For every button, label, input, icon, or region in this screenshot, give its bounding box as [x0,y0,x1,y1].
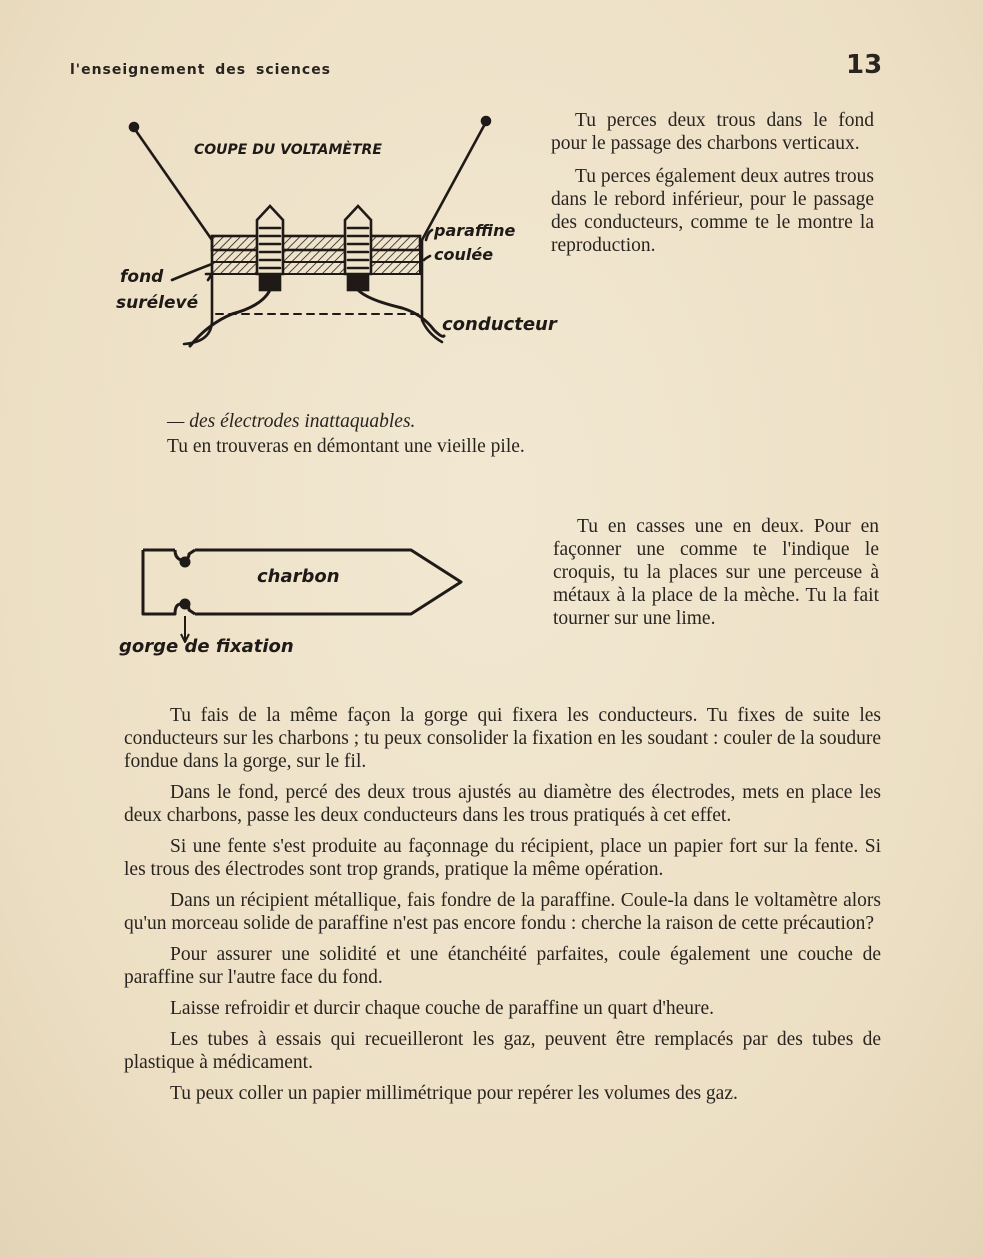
side-text-paragraph: Tu perces également deux autres trous dans le rebord inférieur, pour le passage des conducteurs, comme te le montre la reproduction. [551,166,874,256]
coulee-label: coulée [434,245,494,264]
conducteur-label: conducteur [442,314,557,335]
body-text [124,704,881,1113]
charbon-label: charbon [257,566,340,587]
voltametre-cross-section-figure [112,110,562,360]
body-paragraph: Si une fente s'est produite au façonnage du récipient, place un papier fort sur la fente. Si les trous des électrodes sont trop grands, pratique la même opération. [124,836,881,880]
side-text-paragraph: Tu en casses une en deux. Pour en façonner une comme te l'indique le croquis, tu la places sur une perceuse à métaux à la place de la mèche. Tu la fait tourner sur une lime. [553,516,879,629]
sureleve-label: surélevé [116,293,199,313]
electrodes-line: — des électrodes inattaquables. [167,411,416,432]
charbon-drawing [143,550,461,642]
body-paragraph: Les tubes à essais qui recueilleront les gaz, peuvent être remplacés par des tubes de plastique à médicament. [124,1029,881,1073]
side-text-trous [551,109,874,267]
page-number: 13 [846,50,883,80]
body-paragraph: Dans le fond, percé des deux trous ajustés au diamètre des électrodes, mets en place les deux charbons, passe les deux conducteurs dans les trous pratiqués à cet effet. [124,782,881,826]
gorge-label: gorge de fixation [119,636,294,657]
figure-title-label: COUPE DU VOLTAMÈTRE [194,142,382,158]
running-head: l'enseignement des sciences [70,62,332,78]
body-paragraph: Dans un récipient métallique, fais fondre de la paraffine. Coule-la dans le voltamètre alors qu'un morceau solide de paraffine n'est pas encore fondu : cherche la raison de cette précaution? [124,890,881,934]
body-paragraph: Tu fais de la même façon la gorge qui fixera les conducteurs. Tu fixes de suite les conducteurs sur les charbons ; tu peux consolider la fixation en les soudant : couler de la soudure fondue dans la gorge, sur le fil. [124,705,881,772]
charbon-figure [115,538,475,660]
fond-label: fond [120,267,164,287]
pile-line: Tu en trouveras en démontant une vieille pile. [167,436,525,457]
body-paragraph: Laisse refroidir et durcir chaque couche de paraffine un quart d'heure. [170,998,715,1019]
body-paragraph: Tu peux coller un papier millimétrique pour repérer les volumes des gaz. [170,1083,738,1104]
paraffine-label: paraffine [434,221,516,240]
body-paragraph: Pour assurer une solidité et une étanchéité parfaites, coule également une couche de paraffine sur l'autre face du fond. [124,944,881,988]
side-text-casser [553,515,879,640]
side-text-paragraph: Tu perces deux trous dans le fond pour le passage des charbons verticaux. [551,110,874,154]
